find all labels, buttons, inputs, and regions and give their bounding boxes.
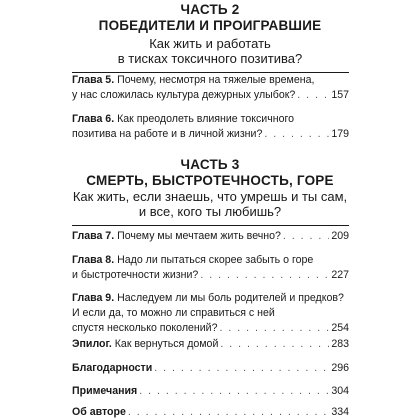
- toc-entry-page: 296: [331, 362, 349, 374]
- part2-label: ЧАСТЬ 2: [180, 2, 240, 17]
- toc-entry-notes[interactable]: [72, 384, 349, 399]
- toc-entry-label: Эпилог.: [72, 338, 112, 350]
- dot-leader: [219, 321, 329, 336]
- toc-entry-chapter-6[interactable]: [72, 112, 349, 142]
- toc-entry-chapter-7[interactable]: [72, 229, 349, 244]
- dot-leader: [283, 229, 329, 244]
- toc-entry-label: Глава 8.: [72, 254, 115, 266]
- toc-entry-text: Почему мы мечтаем жить вечно?: [117, 230, 281, 242]
- dot-leader: [139, 384, 329, 399]
- toc-entry-page: 179: [331, 128, 349, 140]
- toc-entry-text: у нас сложилась культура дежурных улыбок?: [72, 89, 296, 101]
- toc-entry-label: Об авторе: [72, 406, 126, 418]
- toc-entry-label: Глава 6.: [72, 113, 115, 125]
- toc-entry-acknowledgements[interactable]: [72, 361, 349, 376]
- dot-leader: [128, 405, 329, 420]
- toc-entry-text: Надо ли пытаться скорее забыть о горе: [117, 254, 314, 266]
- part3-title: СМЕРТЬ, БЫСТРОТЕЧНОСТЬ, ГОРЕ: [86, 173, 334, 188]
- part2-subtitle-line-2: в тисках токсичного позитива?: [117, 51, 303, 66]
- toc-entry-label: Примечания: [72, 385, 138, 397]
- toc-entry-page: 209: [331, 230, 349, 242]
- dot-leader: [200, 268, 329, 283]
- dot-leader: [264, 127, 329, 142]
- toc-entry-label: Благодарности: [72, 362, 153, 374]
- toc-entry-chapter-5[interactable]: [72, 73, 349, 103]
- dot-leader: [297, 88, 329, 103]
- part3-divider: [72, 225, 349, 226]
- part3-label: ЧАСТЬ 3: [180, 157, 240, 172]
- toc-entry-chapter-9[interactable]: [72, 291, 349, 336]
- toc-entry-text: И если да, то можно ли справиться с ней: [72, 307, 275, 319]
- toc-entry-page: 283: [331, 338, 349, 350]
- toc-entry-text: Как преодолеть влияние токсичного: [117, 113, 295, 125]
- toc-entry-text: Наследуем ли мы боль родителей и предков?: [117, 292, 344, 304]
- toc-entry-label: Глава 7.: [72, 230, 115, 242]
- toc-entry-about-author[interactable]: [72, 405, 349, 420]
- toc-entry-text: и быстротечности жизни?: [72, 269, 199, 281]
- toc-entry-page: 157: [331, 89, 349, 101]
- toc-entry-page: 304: [331, 385, 349, 397]
- dot-leader: [220, 337, 329, 352]
- toc-entry-label: Глава 9.: [72, 292, 115, 304]
- toc-entry-epilogue[interactable]: [72, 337, 349, 352]
- toc-entry-page: 227: [331, 269, 349, 281]
- part3-subtitle-line-1: Как жить, если знаешь, что умрешь и ты сам,: [72, 189, 348, 204]
- toc-entry-page: 254: [331, 322, 349, 334]
- part3-subtitle-line-2: и все, кого ты любишь?: [138, 204, 282, 219]
- toc-entry-page: 334: [331, 406, 349, 418]
- toc-entry-text: Почему, несмотря на тяжелые времена,: [117, 74, 315, 86]
- part2-subtitle-line-1: Как жить и работать: [149, 36, 271, 51]
- part2-title: ПОБЕДИТЕЛИ И ПРОИГРАВШИЕ: [98, 18, 322, 33]
- toc-entry-label: Глава 5.: [72, 74, 115, 86]
- toc-entry-chapter-8[interactable]: [72, 253, 349, 283]
- toc-entry-text: Как вернуться домой: [114, 338, 219, 350]
- dot-leader: [154, 361, 329, 376]
- toc-entry-text: позитива на работе и в личной жизни?: [72, 128, 263, 140]
- toc-entry-text: спустя несколько поколений?: [72, 322, 218, 334]
